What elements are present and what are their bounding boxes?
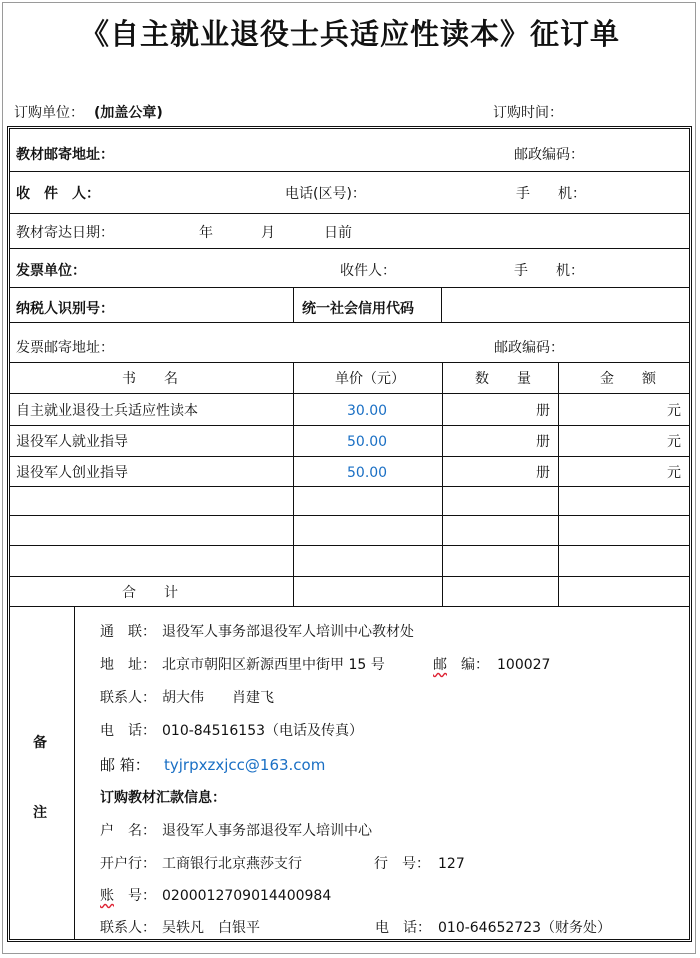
bank-number-value: 127 xyxy=(438,856,465,872)
row-divider xyxy=(9,545,690,546)
zip-label-tail: 编： xyxy=(461,657,489,673)
remarks-divider xyxy=(74,606,75,940)
bank-label: 开户行： xyxy=(100,856,156,872)
account-label-tail: 号： xyxy=(114,888,156,904)
bank-number-label: 行 号： xyxy=(374,856,430,872)
remarks-label: 注 xyxy=(33,805,47,821)
recipient-label: 收 件 人： xyxy=(16,186,100,202)
amount-unit: 元 xyxy=(667,434,681,450)
row-divider xyxy=(9,606,690,607)
row-divider xyxy=(9,248,690,249)
order-time-label: 订购时间： xyxy=(493,105,563,121)
account-name-label: 户 名： xyxy=(100,823,156,839)
book-price: 50.00 xyxy=(347,434,388,450)
phone-area-label: 电话(区号)： xyxy=(285,186,366,202)
header-unit-price: 单价（元） xyxy=(335,371,405,387)
row-divider xyxy=(9,515,690,516)
header-book-name: 书 名 xyxy=(122,371,178,387)
finance-phone-label: 电 话： xyxy=(375,920,431,936)
amount-unit: 元 xyxy=(667,465,681,481)
order-unit-label: 订购单位： xyxy=(14,105,84,121)
book-name: 退役军人创业指导 xyxy=(16,465,128,481)
bank-value: 工商银行北京燕莎支行 xyxy=(162,856,302,872)
address-label: 地 址： xyxy=(100,657,156,673)
col-divider xyxy=(558,362,559,606)
col-divider xyxy=(293,362,294,606)
quantity-unit: 册 xyxy=(536,434,550,450)
book-price: 50.00 xyxy=(347,465,388,481)
email-value[interactable]: tyjrpxzxjcc@163.com xyxy=(164,756,326,774)
address-value: 北京市朝阳区新源西里中街甲 15 号 xyxy=(162,657,385,673)
account-label-char: 账 xyxy=(100,888,114,904)
contact-label: 通 联： xyxy=(100,624,156,640)
mail-address-label: 教材邮寄地址： xyxy=(16,147,114,163)
remittance-heading: 订购教材汇款信息： xyxy=(100,790,226,806)
seal-note: (加盖公章) xyxy=(94,105,163,121)
row-divider xyxy=(9,576,690,577)
col-divider xyxy=(442,362,443,606)
col-divider xyxy=(293,288,294,322)
invoice-address-label: 发票邮寄地址： xyxy=(16,340,114,356)
zip-label-char: 邮 xyxy=(433,657,447,673)
account-name-value: 退役军人事务部退役军人培训中心 xyxy=(162,823,372,839)
row-divider xyxy=(9,456,690,457)
invoice-unit-label: 发票单位： xyxy=(16,263,86,279)
finance-phone-value: 010-64652723（财务处） xyxy=(438,920,612,936)
page-title: 《自主就业退役士兵适应性读本》征订单 xyxy=(79,17,620,51)
row-divider xyxy=(9,287,690,288)
book-name: 退役军人就业指导 xyxy=(16,434,128,450)
month-label: 月 xyxy=(261,225,275,241)
row-divider xyxy=(9,393,690,394)
account-number: 0200012709014400984 xyxy=(162,888,332,904)
account-label xyxy=(100,887,156,905)
phone-value: 010-84516153（电话及传真） xyxy=(162,723,364,739)
day-before-label: 日前 xyxy=(324,225,352,241)
year-label: 年 xyxy=(199,225,213,241)
form-inner-border xyxy=(9,128,690,940)
total-label: 合 计 xyxy=(122,585,178,601)
row-divider xyxy=(9,213,690,214)
postcode-label: 邮政编码： xyxy=(514,147,584,163)
row-divider xyxy=(9,486,690,487)
finance-contact-label: 联系人： xyxy=(100,920,156,936)
credit-code-label: 统一社会信用代码 xyxy=(302,301,414,317)
header-quantity: 数 量 xyxy=(475,371,531,387)
col-divider xyxy=(441,288,442,322)
amount-unit: 元 xyxy=(667,403,681,419)
person-value: 胡大伟 肖建飞 xyxy=(162,690,274,706)
row-divider xyxy=(9,322,690,323)
mobile-label: 手 机： xyxy=(516,186,586,202)
remarks-label: 备 xyxy=(33,735,47,751)
book-price: 30.00 xyxy=(347,403,388,419)
invoice-postcode-label: 邮政编码： xyxy=(494,340,564,356)
delivery-date-label: 教材寄达日期： xyxy=(16,225,114,241)
zip-label xyxy=(433,656,489,674)
row-divider xyxy=(9,425,690,426)
invoice-mobile-label: 手 机： xyxy=(514,263,584,279)
invoice-receiver-label: 收件人： xyxy=(340,263,396,279)
person-label: 联系人： xyxy=(100,690,156,706)
header-amount: 金 额 xyxy=(600,371,656,387)
taxpayer-id-label: 纳税人识别号： xyxy=(16,301,114,317)
quantity-unit: 册 xyxy=(536,465,550,481)
row-divider xyxy=(9,171,690,172)
row-divider xyxy=(9,362,690,363)
quantity-unit: 册 xyxy=(536,403,550,419)
email-label: 邮 箱： xyxy=(100,756,150,774)
phone-label: 电 话： xyxy=(100,723,156,739)
zip-value: 100027 xyxy=(497,657,551,673)
book-name: 自主就业退役士兵适应性读本 xyxy=(16,403,198,419)
finance-contact-value: 吴轶凡 白银平 xyxy=(162,920,260,936)
contact-value: 退役军人事务部退役军人培训中心教材处 xyxy=(162,624,414,640)
